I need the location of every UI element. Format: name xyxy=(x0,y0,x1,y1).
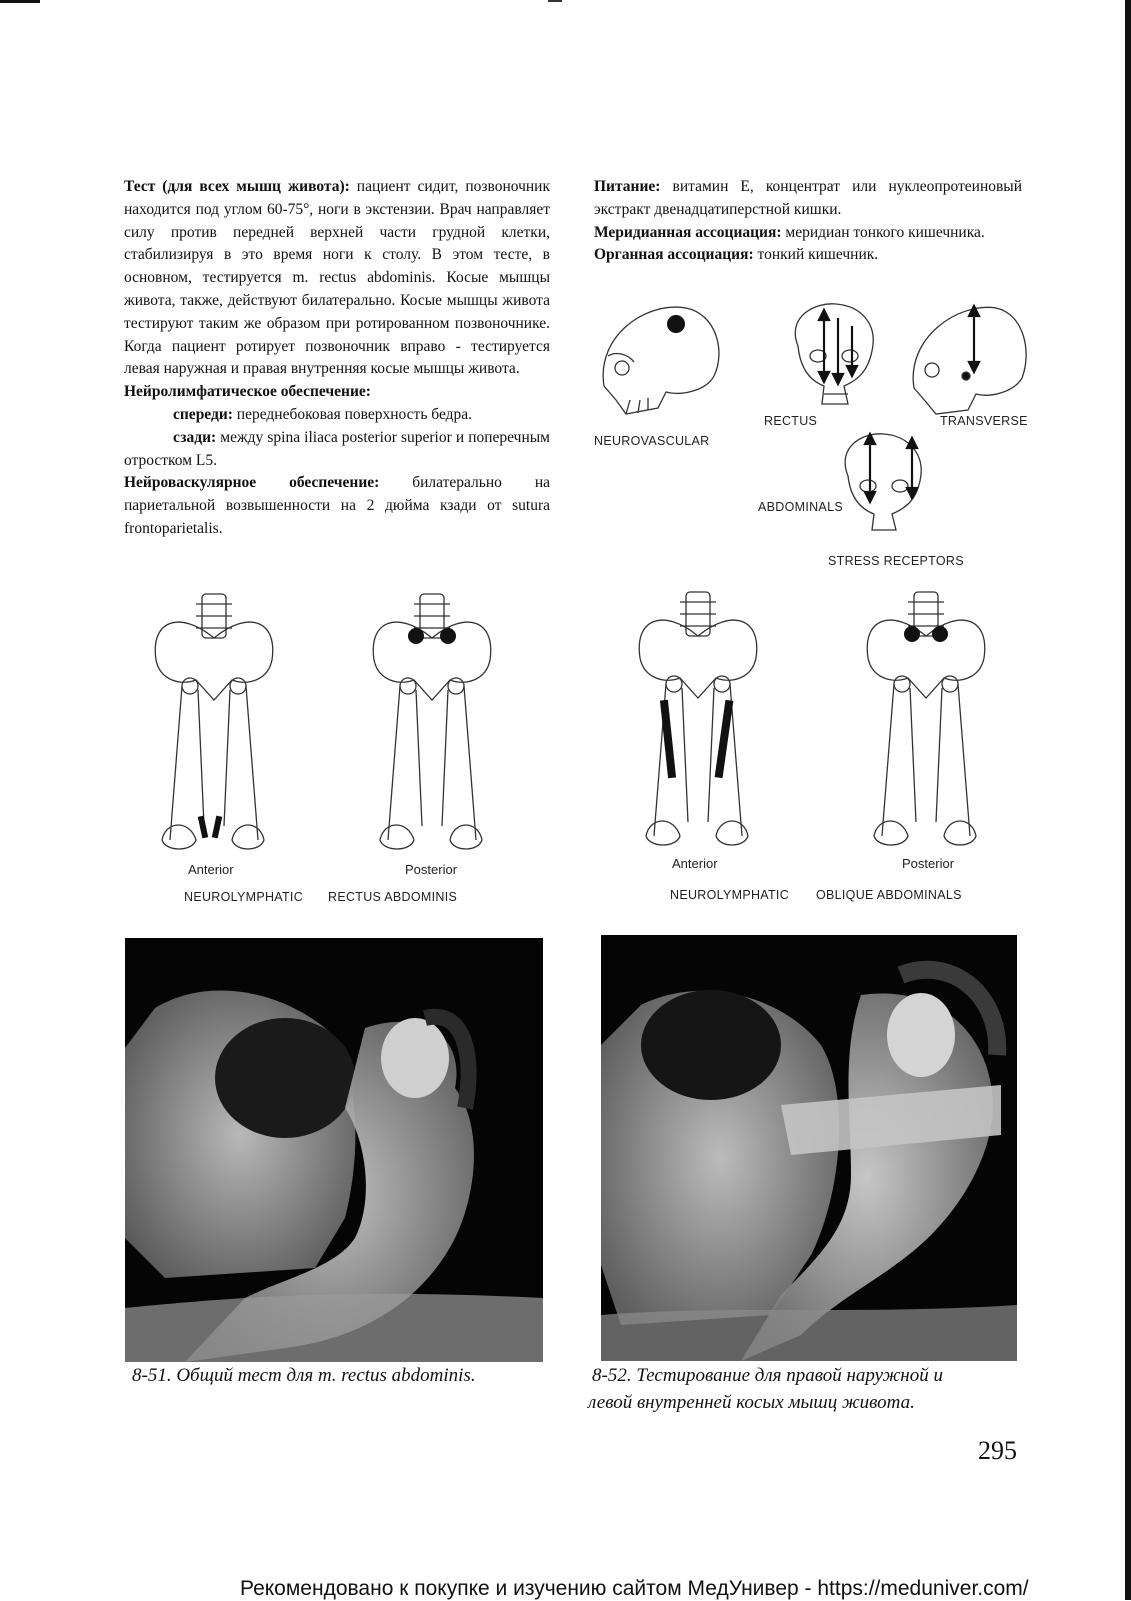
photo-oblique-test-image xyxy=(601,935,1017,1361)
scan-edge-line xyxy=(1125,0,1131,1600)
caption-fig-51: 8-51. Общий тест для m. rectus abdominis. xyxy=(132,1365,476,1386)
scan-edge-mark xyxy=(548,0,562,2)
oblique-abdominals-label: OBLIQUE ABDOMINALS xyxy=(816,888,962,902)
neurolymphatic-spot-icon xyxy=(904,626,948,642)
nutrition-text: витамин Е, концентрат или нуклеопротеиновый экстракт двенадцатиперстной кишки. xyxy=(594,178,1023,218)
skull-figure xyxy=(586,296,1036,576)
scan-edge-mark xyxy=(0,0,40,3)
left-text-column xyxy=(124,176,550,541)
pelvis-posterior-icon xyxy=(867,592,985,845)
photo-rectus-test-image xyxy=(125,938,543,1362)
rectus-abdominis-label: RECTUS ABDOMINIS xyxy=(328,890,458,904)
stress-arrows-icon xyxy=(865,434,917,502)
abdominals-label: ABDOMINALS xyxy=(758,500,843,514)
neurolymphatic-heading: Нейролимфатическое обеспечение: xyxy=(124,383,371,401)
back-paragraph xyxy=(124,427,550,473)
neurolymphatic-spot-icon xyxy=(408,628,456,644)
meridian-paragraph xyxy=(594,222,1022,245)
pelvis-drawings xyxy=(626,590,1006,860)
pelvis-figure-rectus xyxy=(140,590,510,920)
anterior-label: Anterior xyxy=(672,856,718,871)
right-text-column xyxy=(594,176,1022,267)
neurolymphatic-spot-icon xyxy=(660,700,733,778)
posterior-label: Posterior xyxy=(902,856,955,871)
test-text: пациент сидит, позвоночник находится под углом 60-75°, ноги в экстензии. Врач направляет силу против передней верхней части грудной клетки, стабилизируя в это время ноги к столу. В этом тесте, в основном, тестируется m. rectus abdominis. Косые мышцы живота, также, действуют билатерально. Косые мышцы живота тестируют таким же образом при ротированном позвоночнике. Когда пациент ротирует позвоночник вправо - тестируется левая наружная и правая внутренняя косые мышцы живота. xyxy=(124,178,551,378)
pelvis-figure-oblique xyxy=(626,590,1006,920)
neurolymphatic-label: NEUROLYMPHATIC xyxy=(670,888,790,902)
back-text: между spina iliaca posterior superior и поперечным отростком L5. xyxy=(124,428,550,469)
photo-rectus-test xyxy=(125,938,543,1362)
neurovascular-label: NEUROVASCULAR xyxy=(594,434,710,448)
pelvis-posterior-icon xyxy=(373,594,491,849)
caption-fig-52-line1: 8-52. Тестирование для правой наружной и xyxy=(592,1365,943,1386)
rectus-label: RECTUS xyxy=(764,414,818,428)
nutrition-label: Питание: xyxy=(594,178,661,195)
pelvis-anterior-icon xyxy=(639,592,757,845)
nutrition-paragraph xyxy=(594,176,1022,222)
skull-lateral-icon xyxy=(913,307,1026,414)
neurolymphatic-label: NEUROLYMPHATIC xyxy=(184,890,304,904)
transverse-arrow-icon xyxy=(969,306,979,372)
neurovascular-text: билатерально на париетальной возвышенности на 2 дюйма кзади от sutura frontoparietalis. xyxy=(124,474,550,537)
meridian-label: Меридианная ассоциация: xyxy=(594,223,782,241)
back-label: сзади: xyxy=(173,428,217,446)
front-label: спереди: xyxy=(173,405,233,423)
anterior-label: Anterior xyxy=(188,862,234,877)
neurovascular-label: Нейроваскулярное обеспечение: xyxy=(124,474,380,492)
stress-receptors-label: STRESS RECEPTORS xyxy=(828,554,964,568)
pelvis-anterior-icon xyxy=(155,594,273,849)
meridian-text: меридиан тонкого кишечника. xyxy=(785,223,985,241)
posterior-label: Posterior xyxy=(405,862,458,877)
front-text: переднебоковая поверхность бедра. xyxy=(236,405,473,423)
skull-lateral-icon xyxy=(603,307,719,414)
skull-front-icon xyxy=(795,304,873,404)
footer-recommendation: Рекомендовано к покупке и изучению сайтом МедУнивер - https://meduniver.com/ xyxy=(240,1577,1029,1600)
page-number: 295 xyxy=(978,1436,1017,1465)
stress-arrows-icon xyxy=(819,310,857,384)
transverse-label: TRANSVERSE xyxy=(940,414,1028,428)
neurovascular-paragraph xyxy=(124,472,550,540)
photo-oblique-test xyxy=(601,935,1017,1361)
organ-label: Органная ассоциация: xyxy=(594,246,754,264)
test-label: Тест (для всех мышц живота): xyxy=(124,178,350,195)
pelvis-drawings xyxy=(140,590,510,860)
organ-paragraph xyxy=(594,244,1022,267)
organ-text: тонкий кишечник. xyxy=(757,246,879,264)
front-paragraph xyxy=(124,404,550,427)
neurolymphatic-spot-icon xyxy=(198,816,222,839)
test-paragraph xyxy=(124,176,550,381)
neurovascular-point-icon xyxy=(667,315,685,333)
caption-fig-52-line2: левой внутренней косых мышц живота. xyxy=(588,1392,915,1413)
